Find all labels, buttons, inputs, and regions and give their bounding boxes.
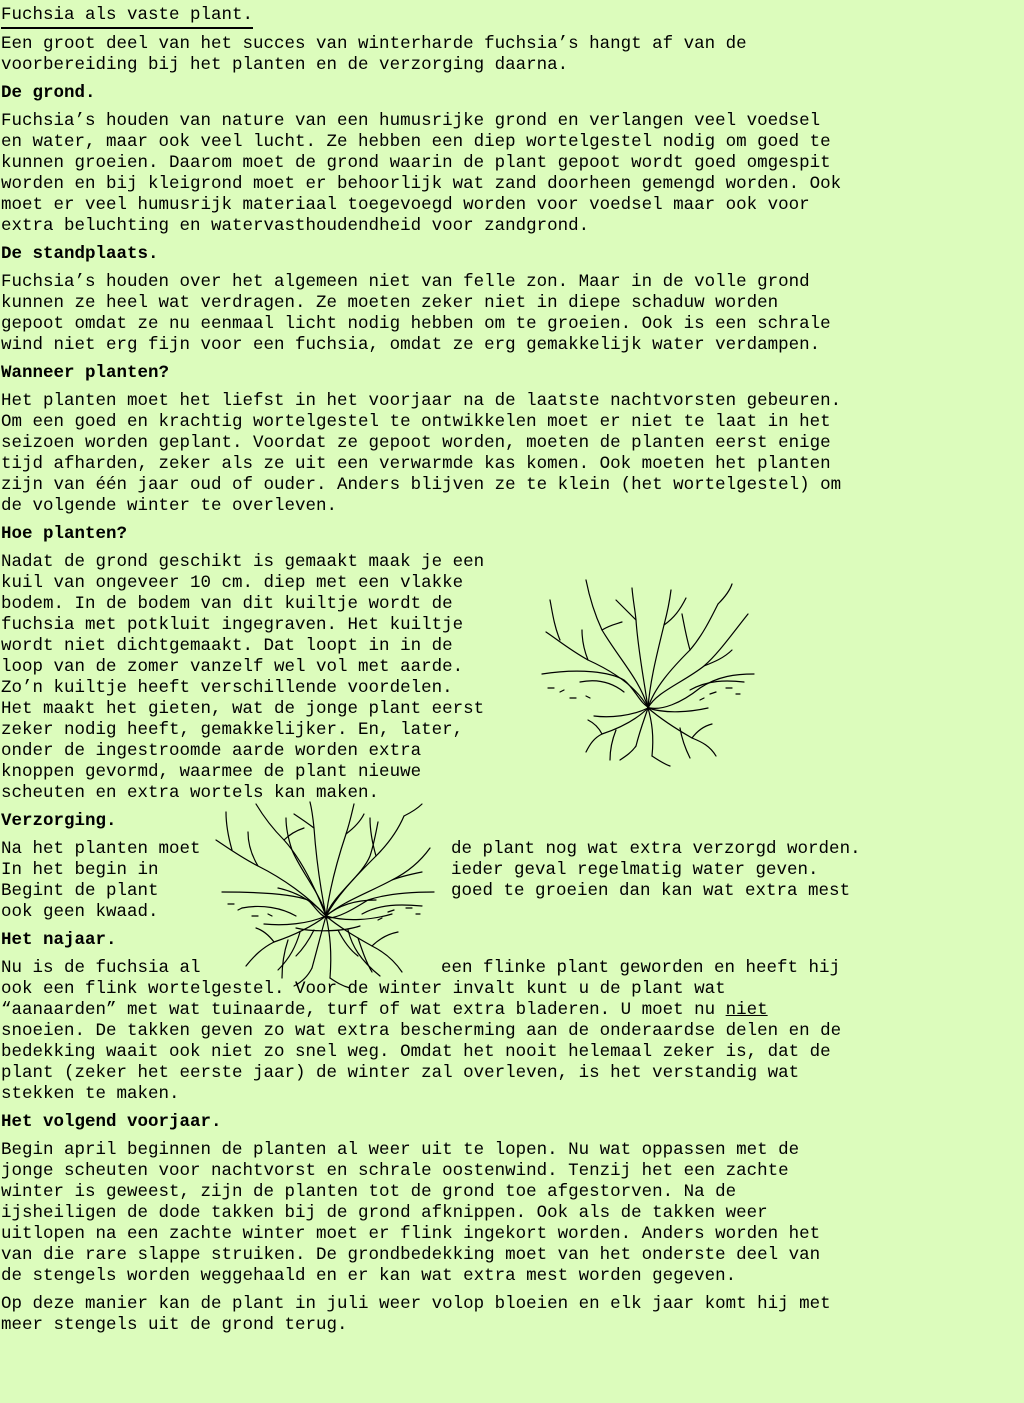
plant-roots: [586, 708, 716, 766]
najaar-text-before: ook een flink wortelgestel. Voor de winter invalt kunt u de plant wat “aanaarden” met wat tuinaarde, turf of wat extra bladeren. U moet nu: [1, 979, 726, 1020]
plant-roots: [246, 914, 402, 988]
voorjaar-closing-text: Op deze manier kan de plant in juli weer volop bloeien en elk jaar komt hij met meer stengels uit de grond terug.: [1, 1294, 831, 1335]
page-title: Fuchsia als vaste plant.: [1, 4, 253, 29]
plant-stems: [546, 580, 748, 708]
najaar-line1-right: een flinke plant geworden en heeft hij: [441, 958, 841, 978]
heading-verzorging: Verzorging.: [1, 811, 117, 831]
najaar-line1-left: Nu is de fuchsia al: [1, 958, 201, 978]
grown-plant-illustration: [212, 800, 440, 990]
heading-grond: De grond.: [1, 83, 96, 103]
hoe-text: Nadat de grond geschikt is gemaakt maak je een kuil van ongeveer 10 cm. diep met een vlakke bodem. In de bodem van dit kuiltje wordt de fuchsia met potkluit ingegraven. Het kuiltje wordt niet dichtgemaakt. Dat loopt in in de loop van de zomer vanzelf wel vol met aarde. Zo’n kuiltje heeft verschillende voordelen. Het maakt het gieten, wat de jonge plant eerst zeker nodig heeft, gemakkelijker. En, later, onder de ingestroomde aarde worden extra knoppen gevormd, waarmee de plant nieuwe scheuten en extra wortels kan maken.: [1, 552, 485, 803]
young-plant-illustration: [540, 570, 760, 770]
heading-wanneer: Wanneer planten?: [1, 363, 170, 383]
najaar-text-after: snoeien. De takken geven zo wat extra bescherming aan de onderaardse delen en de bedekking waait ook niet zo snel weg. Omdat het nooit helemaal zeker is, dat de plant (zeker het eerste jaar) de winter zal overleven, is het verstandig wat stekken te maken.: [1, 1021, 842, 1104]
verzorging-right-text: de plant nog wat extra verzorgd worden. ieder geval regelmatig water geven. goed te groeien dan kan wat extra mest: [451, 839, 861, 901]
wanneer-text: Het planten moet het liefst in het voorjaar na de laatste nachtvorsten gebeuren. Om een goed en krachtig wortelgestel te ontwikkelen moet er niet te laat in het seizoen worden geplant. Voordat ze gepoot worden, moeten de planten eerst enige tijd afharden, zeker als ze uit een verwarmde kas komen. Ook moeten het planten zijn van één jaar oud of ouder. Anders blijven ze te klein (het wortelgestel) om de volgende winter te overleven.: [1, 391, 842, 516]
verzorging-left-text: Na het planten moet In het begin in Begint de plant ook geen kwaad.: [1, 839, 201, 922]
najaar-underlined-word: niet: [725, 1000, 768, 1020]
heading-voorjaar: Het volgend voorjaar.: [1, 1112, 222, 1132]
heading-hoe: Hoe planten?: [1, 524, 128, 544]
voorjaar-text: Begin april beginnen de planten al weer uit te lopen. Nu wat oppassen met de jonge scheuten voor nachtvorst en schrale oostenwind. Tenzij het een zachte winter is geweest, zijn de planten tot de grond toe afgestorven. Na de ijsheiligen de dode takken bij de grond afknippen. Ook als de takken weer uitlopen na een zachte winter moet er flink ingekort worden. Anders worden het van die rare slappe struiken. De grondbedekking moet van het onderste deel van de stengels worden weggehaald en er kan wat extra mest worden gegeven.: [1, 1140, 821, 1286]
najaar-text: [1, 979, 1021, 1105]
grond-text: Fuchsia’s houden van nature van een humusrijke grond en verlangen veel voedsel en water, maar ook veel lucht. Ze hebben een diep wortelgestel nodig om goed te kunnen groeien. Daarom moet de grond waarin de plant gepoot wordt goed omgespit worden en bij kleigrond moet er behoorlijk wat zand doorheen gemengd worden. Ook moet er veel humusrijk materiaal toegevoegd worden voor voedsel maar ook voor extra beluchting en watervasthoudendheid voor zandgrond.: [1, 111, 842, 236]
heading-standplaats: De standplaats.: [1, 244, 159, 264]
plant-stems: [216, 802, 430, 916]
heading-najaar: Het najaar.: [1, 930, 117, 950]
standplaats-text: Fuchsia’s houden over het algemeen niet van felle zon. Maar in de volle grond kunnen ze heel wat verdragen. Ze moeten zeker niet in diepe schaduw worden gepoot omdat ze nu eenmaal licht nodig hebben om te groeien. Ook is een schrale wind niet erg fijn voor een fuchsia, omdat ze erg gemakkelijk water verdampen.: [1, 272, 831, 355]
intro-text: Een groot deel van het succes van winterharde fuchsia’s hangt af van de voorbereiding bij het planten en de verzorging daarna.: [1, 34, 747, 75]
